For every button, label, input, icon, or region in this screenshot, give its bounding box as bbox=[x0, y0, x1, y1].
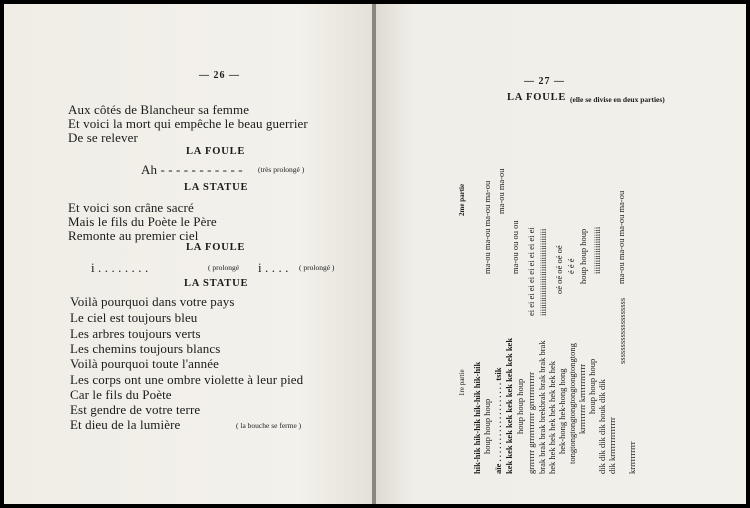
stage-direction: ( prolongé ) bbox=[299, 263, 335, 272]
score-line: krrrrrrrrrr bbox=[627, 441, 637, 474]
speaker-heading: LA FOULE bbox=[507, 92, 567, 103]
chant-line: i . . . . bbox=[258, 260, 289, 275]
score-line: iiiiiiiiiiiiiiiiiiiiiiiiiiiiiiiiiiiii bbox=[538, 228, 548, 316]
verse-line: Mais le fils du Poète le Père bbox=[68, 214, 217, 229]
verse-line: Voilà pourquoi toute l'année bbox=[70, 356, 219, 371]
score-line: é é é bbox=[566, 258, 576, 274]
score-line: dik krrrrrrrrrrrrrr bbox=[607, 417, 617, 474]
score-line: houp houp houp bbox=[587, 358, 597, 414]
page-number: — 27 — bbox=[524, 76, 565, 87]
score-line: kek kek kek kek kek kek kek kek kek bbox=[504, 337, 514, 474]
chant-line: i . . . . . . . . bbox=[91, 260, 149, 275]
verse-line: Et voici son crâne sacré bbox=[68, 200, 194, 215]
score-line: ei ei ei ei ei ei ei ei ei ei ei bbox=[526, 227, 536, 316]
verse-line: Voilà pourquoi dans votre pays bbox=[70, 294, 235, 309]
score-line: tongtongtongtongtongtongtongtong bbox=[567, 343, 577, 464]
score-line: houp houp houp bbox=[482, 398, 492, 454]
score-line: iiiiiiiiiiiiiiiiiiii bbox=[592, 226, 602, 274]
score-line: hik-hik hik-hik hik-hik hik-hik bbox=[472, 361, 482, 474]
verse-line: Les chemins toujours blancs bbox=[70, 341, 221, 356]
score-line: aïe . . . . . . . . . . . . . . . . . . . tsik bbox=[493, 367, 503, 474]
verse-line: Et dieu de la lumière bbox=[70, 417, 181, 432]
verse-line: Le ciel est toujours bleu bbox=[70, 310, 198, 325]
page-number: — 26 — bbox=[199, 70, 240, 81]
page-27 bbox=[376, 4, 746, 504]
score-line: houp houp houp bbox=[578, 228, 588, 284]
page-26 bbox=[4, 4, 372, 504]
score-line: dik dik dik dik houk dik dik bbox=[597, 379, 607, 474]
score-line: oé oé oé oé oé bbox=[554, 245, 564, 294]
score-line: grrrrrrr grrrrrrrrrrr grrrrrrrrrrrr bbox=[526, 372, 536, 474]
score-line: ssssssssssssssssssss bbox=[617, 297, 627, 364]
verse-line: Est gendre de votre terre bbox=[70, 402, 201, 417]
score-line: houp houp houp bbox=[515, 378, 525, 434]
speaker-heading: LA FOULE bbox=[186, 146, 246, 157]
verse-line: Les corps ont une ombre violette à leur pied bbox=[70, 372, 304, 387]
verse-line: Et voici la mort qui empêche le beau guerrier bbox=[68, 116, 308, 131]
verse-line: De se relever bbox=[68, 130, 138, 145]
verse-line: Aux côtés de Blancheur sa femme bbox=[68, 102, 250, 117]
verse-line: Car le fils du Poète bbox=[70, 387, 172, 402]
score-line: ma-ou ma-ou ma-ou ma-ou bbox=[482, 180, 492, 274]
book-spread bbox=[4, 4, 746, 504]
score-line: ma-ou ma-ou bbox=[496, 168, 506, 214]
score-line: hek-hong hek-hong hong bbox=[557, 368, 567, 454]
stage-direction: ( la bouche se ferme ) bbox=[236, 421, 302, 430]
score-line: ma-ou ma-ou ma-ou ma-ou bbox=[616, 190, 626, 284]
stage-direction: (très prolongé ) bbox=[258, 165, 305, 174]
score-line: krrrrrrrrr krrrrrrrrrrrr bbox=[577, 363, 587, 434]
verse-line: Les arbres toujours verts bbox=[70, 326, 201, 341]
speaker-heading: LA STATUE bbox=[184, 278, 249, 289]
score-line: brak brak brak brekbrak brak brak brak bbox=[537, 340, 547, 474]
speaker-heading: LA FOULE bbox=[186, 242, 246, 253]
part-label: 1re partie bbox=[458, 369, 466, 396]
verse-line: Remonte au premier ciel bbox=[68, 228, 199, 243]
chant-line: Ah - - - - - - - - - - - bbox=[141, 162, 243, 177]
score-line: ma-ou ou ou ou bbox=[510, 220, 520, 274]
speaker-heading: LA STATUE bbox=[184, 182, 249, 193]
stage-direction: ( prolongé bbox=[208, 263, 240, 272]
part-label: 2me partie bbox=[458, 183, 466, 216]
score-line: hek hek hek hek hek hek hek hek bbox=[547, 360, 557, 474]
stage-direction: (elle se divise en deux parties) bbox=[570, 95, 665, 104]
